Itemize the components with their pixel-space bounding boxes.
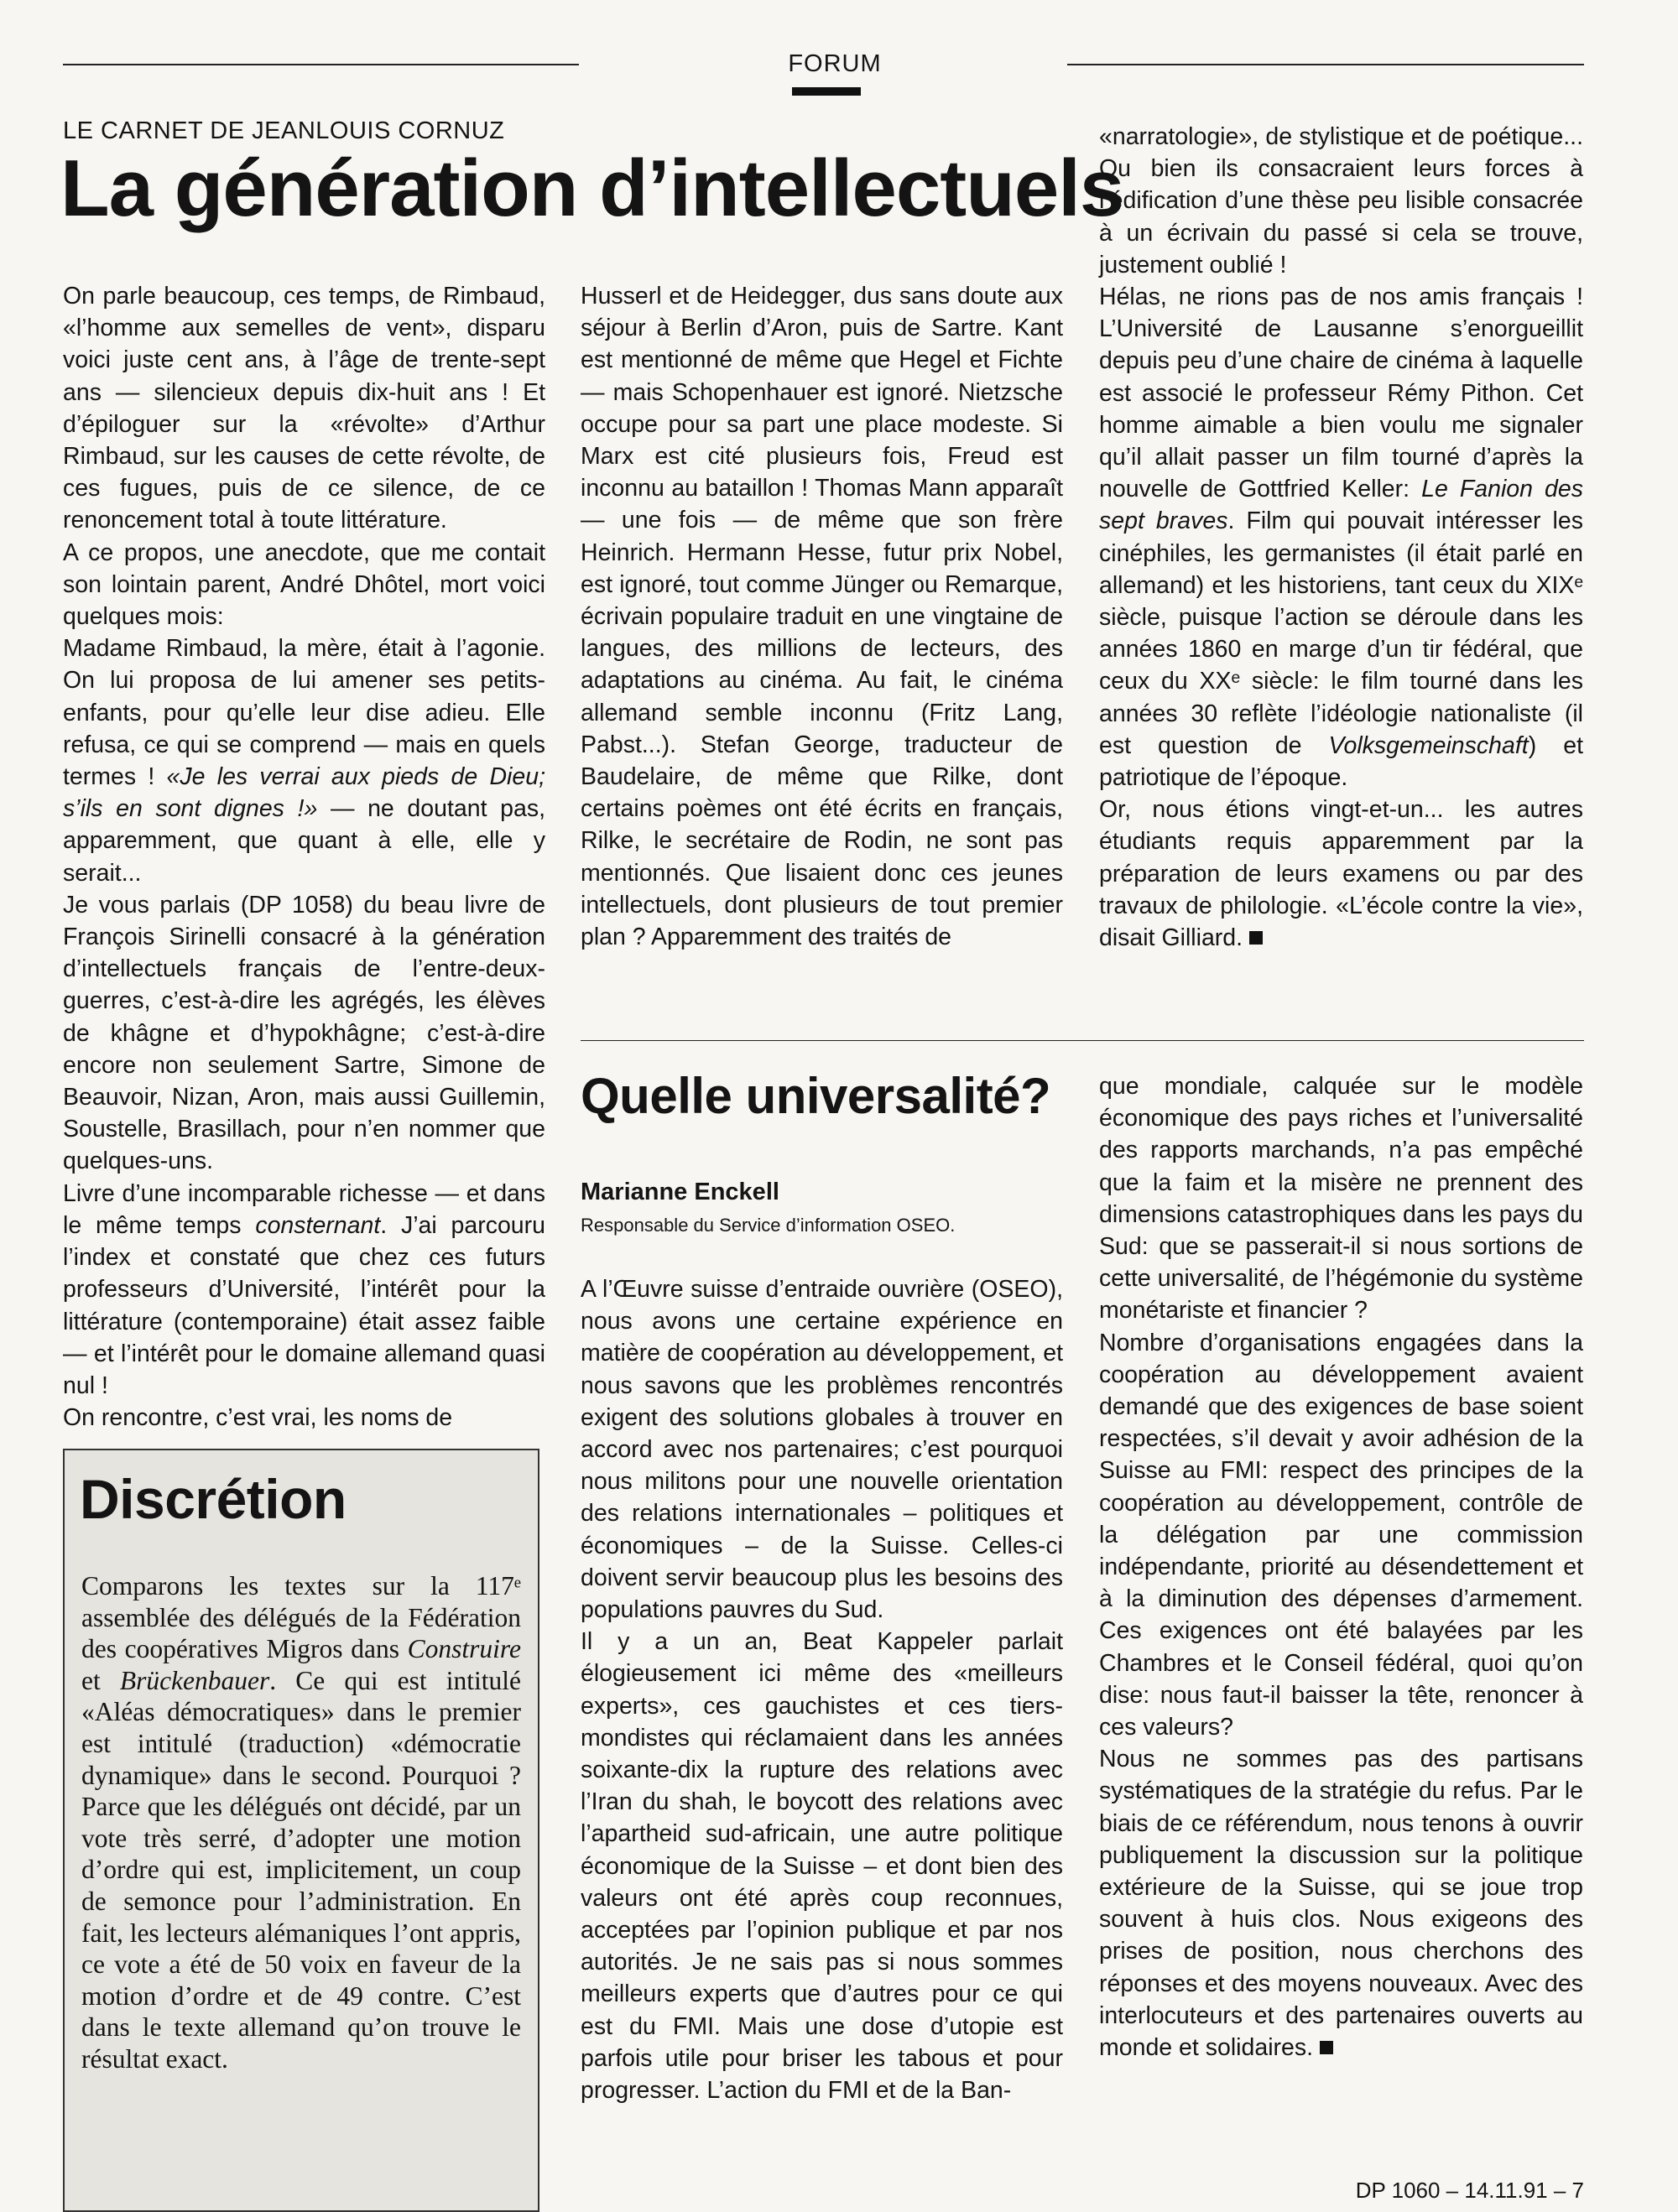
paragraph: A ce propos, une anecdote, que me contait son lointain parent, André Dhôtel, mort voici quelques mois: bbox=[63, 539, 545, 631]
paragraph: Husserl et de Heidegger, dus sans doute aux séjour à Berlin d’Aron, puis de Sartre. Kant est mentionné de même que Hegel et Fichte — mais Schopenhauer est ignoré. Nietzsche occupe pour sa part une place modeste. Si Marx est cité plusieurs fois, Freud est inconnu au bataillon ! Thomas Mann apparaît — une fois — de même que son frère Heinrich. Hermann Hesse, futur prix Nobel, est ignoré, tout comme Jünger ou Remarque, écrivain populaire traduit en une vingtaine de langues, des millions de lecteurs, des adaptations au cinéma. Au fait, le cinéma allemand semble inconnu (Fritz Lang, Pabst...). Stefan George, traducteur de Baudelaire, de même que Rilke, dont certains poèmes ont été écrits en français, Rilke, le secrétaire de Rodin, ne sont pas mentionnés. Que lisaient donc ces jeunes intellectuels, dont plusieurs de tout premier plan ? Apparemment des traités de bbox=[581, 283, 1063, 951]
sidebar-title: Discrétion bbox=[80, 1468, 347, 1530]
paragraph: Livre d’une incomparable richesse — et dans le même temps consternant. J’ai parcouru l’index et constaté que chez ces futurs professeurs d’Université, l’intérêt pour la littérature (contemporaine) était assez faible — et l’intérêt pour le domaine allemand quasi nul ! bbox=[63, 1179, 545, 1399]
paragraph: A l’Œuvre suisse d’entraide ouvrière (OSEO), nous avons une certaine expérience en matière de coopération au développement, et nous savons que les problèmes rencontrés exigent des solutions globales à trouver en accord avec nos partenaires; c’est pourquoi nous militons pour une nouvelle orientation des relations internationales – politiques et économiques – de la Suisse. Celles-ci doivent servir beaucoup plus les besoins des populations pauvres du Sud. bbox=[581, 1276, 1063, 1624]
paragraph: Nous ne sommes pas des partisans systématiques de la stratégie du refus. Par le biais de ce référendum, nous tenons à ouvrir publiquement la discussion sur la politique extérieure de la Suisse, qui se joue trop souvent à huis clos. Nous exigeons des prises de position, nous cherchons des réponses et des moyens nouveaux. Avec des interlocuteurs et des partenaires ouverts au monde et solidaires. bbox=[1099, 1746, 1583, 2062]
end-mark bbox=[1249, 931, 1263, 945]
author-name: Marianne Enckell bbox=[581, 1179, 779, 1205]
publication-italic: Construire bbox=[407, 1634, 521, 1664]
header-rule-right bbox=[1067, 64, 1584, 65]
term-italic: Volksgemeinschaft bbox=[1328, 731, 1529, 759]
paragraph: Comparons les textes sur la 117ᵉ assemblée des délégués de la Fédération des coopératives Migros dans Construire et Brückenbauer. Ce qui est intitulé «Aléas démocratiques» dans le premier est intitulé (traduction) «démocratie dynamique» dans le second. Pourquoi ? Parce que les délégués ont décidé, par un vote très serré, d’adopter une motion d’ordre qui est, implicitement, un coup de semonce pour l’administration. En fait, les lecteurs alémaniques l’ont appris, ce vote a été de 50 voix en faveur de la motion d’ordre et de 49 contre. C’est dans le texte allemand qu’on trouve le résultat exact. bbox=[81, 1571, 521, 2074]
publication-italic: Brückenbauer bbox=[119, 1665, 270, 1695]
emphasis-italic: consternant bbox=[255, 1211, 381, 1239]
header-rule-left bbox=[63, 64, 579, 65]
article2-column-3 bbox=[1099, 1070, 1583, 2064]
author-role: Responsable du Service d’information OSEO. bbox=[581, 1215, 956, 1236]
end-mark bbox=[1320, 2041, 1333, 2054]
paragraph: Je vous parlais (DP 1058) du beau livre de François Sirinelli consacré à la génération d’intellectuels français de l’entre-deux-guerres, c’est-à-dire les agrégés, les élèves de khâgne et d’hypokhâgne; c’est-à-dire encore non seulement Sartre, Simone de Beauvoir, Nizan, Aron, mais aussi Guillemin, Soustelle, Brasillach, pour n’en nommer que quelques-uns. bbox=[63, 891, 545, 1175]
paragraph: Or, nous étions vingt-et-un... les autres étudiants requis apparemment par la préparation de leurs examens ou par des travaux de philologie. «L’école contre la vie», disait Gilliard. bbox=[1099, 796, 1583, 952]
article-divider bbox=[581, 1040, 1584, 1041]
article1-column-3 bbox=[1099, 121, 1583, 954]
quote-italic: «Je les verrai aux pieds de Dieu; s’ils en sont dignes !» bbox=[63, 763, 545, 823]
article2-column-2 bbox=[581, 1273, 1063, 2106]
paragraph: Nombre d’organisations engagées dans la coopération au développement avaient demandé que des exigences de base soient respectées, s’il devait y avoir adhésion de la Suisse au FMI: respect des principes de la coopération au développement, contrôle de la délégation par une commission indépendante, priorité au désendettement et à la diminution des dépenses d’armement. Ces exigences ont été balayées par les Chambres et le Conseil fédéral, quoi qu’on dise: nous faut-il baisser la tête, renoncer à ces valeurs? bbox=[1099, 1329, 1583, 1741]
sidebar-body bbox=[81, 1570, 521, 2075]
article2-title: Quelle universalité? bbox=[581, 1068, 1051, 1124]
column-kicker: LE CARNET DE JEANLOUIS CORNUZ bbox=[63, 117, 505, 144]
paragraph: que mondiale, calquée sur le modèle économique des pays riches et l’universalité des rapports marchands, n’a pas empêché que la faim et la misère ne prennent des dimensions catastrophiques dans les pays du Sud: que se passerait-il si nous sortions de cette universalité, de l’hégémonie du système monétariste et financier ? bbox=[1099, 1073, 1583, 1325]
paragraph: Madame Rimbaud, la mère, était à l’agonie. On lui proposa de lui amener ses petits-enfants, pour qu’elle leur dise adieu. Elle refusa, ce qui se comprend — mais en quels termes ! «Je les verrai aux pieds de Dieu; s’ils en sont dignes !» — ne doutant pas, apparemment, que quant à elle, elle y serait... bbox=[63, 635, 545, 887]
section-label: FORUM bbox=[788, 50, 882, 77]
paragraph: «narratologie», de stylistique et de poétique... Ou bien ils consacraient leurs forces à l’édification d’une thèse peu lisible consacrée à un écrivain du passé si cela se trouve, justement oublié ! bbox=[1099, 123, 1583, 278]
sidebar-box bbox=[63, 1449, 539, 2212]
paragraph: On parle beaucoup, ces temps, de Rimbaud, «l’homme aux semelles de vent», disparu voici juste cent ans, à l’âge de trente-sept ans — silencieux depuis dix-huit ans ! Et d’épiloguer sur la «révolte» d’Arthur Rimbaud, sur les causes de cette révolte, de ces fugues, puis de ce silence, de ce renoncement total à toute littérature. bbox=[63, 283, 545, 534]
paragraph: On rencontre, c’est vrai, les noms de bbox=[63, 1404, 453, 1432]
paragraph: Il y a un an, Beat Kappeler parlait élogieusement ici même des «meilleurs experts», ces gauchistes et ces tiers-mondistes qui réclamaient dans les années soixante-dix la rupture des relations avec l’Iran du shah, le boycott des relations avec l’apartheid sud-africain, une autre politique économique de la Suisse – et dont bien des valeurs ont été après coup reconnues, acceptées par l’opinion publique et par nos autorités. Je ne sais pas si nous sommes meilleurs experts que d’autres pour ce qui est du FMI. Mais une dose d’utopie est parfois utile pour briser les tabous et pour progresser. L’action du FMI et de la Ban- bbox=[581, 1628, 1063, 2105]
paragraph: Hélas, ne rions pas de nos amis français ! L’Université de Lausanne s’enorgueillit depuis peu d’une chaire de cinéma à laquelle est associé le professeur Rémy Pithon. Cet homme aimable a bien voulu me signaler qu’il allait passer un film tourné d’après la nouvelle de Gottfried Keller: Le Fanion des sept braves. Film qui pouvait intéresser les cinéphiles, les germanistes (il était parlé en allemand) et les historiens, tant ceux du XIXᵉ siècle, puisque l’action se déroule dans les années 1860 en marge d’un tir fédéral, que ceux du XXᵉ siècle: le film tourné dans les années 30 reflète l’idéologie nationaliste (il est question de Volksgemeinschaft) et patriotique de l’époque. bbox=[1099, 284, 1583, 792]
page-folio: DP 1060 – 14.11.91 – 7 bbox=[1355, 2178, 1584, 2203]
film-title-italic: Le Fanion des sept braves bbox=[1099, 476, 1583, 535]
article1-column-1 bbox=[63, 280, 545, 1434]
section-marker-bar bbox=[792, 87, 861, 96]
headline: La génération d’intellectuels bbox=[60, 143, 1124, 233]
article1-column-2 bbox=[581, 280, 1063, 953]
